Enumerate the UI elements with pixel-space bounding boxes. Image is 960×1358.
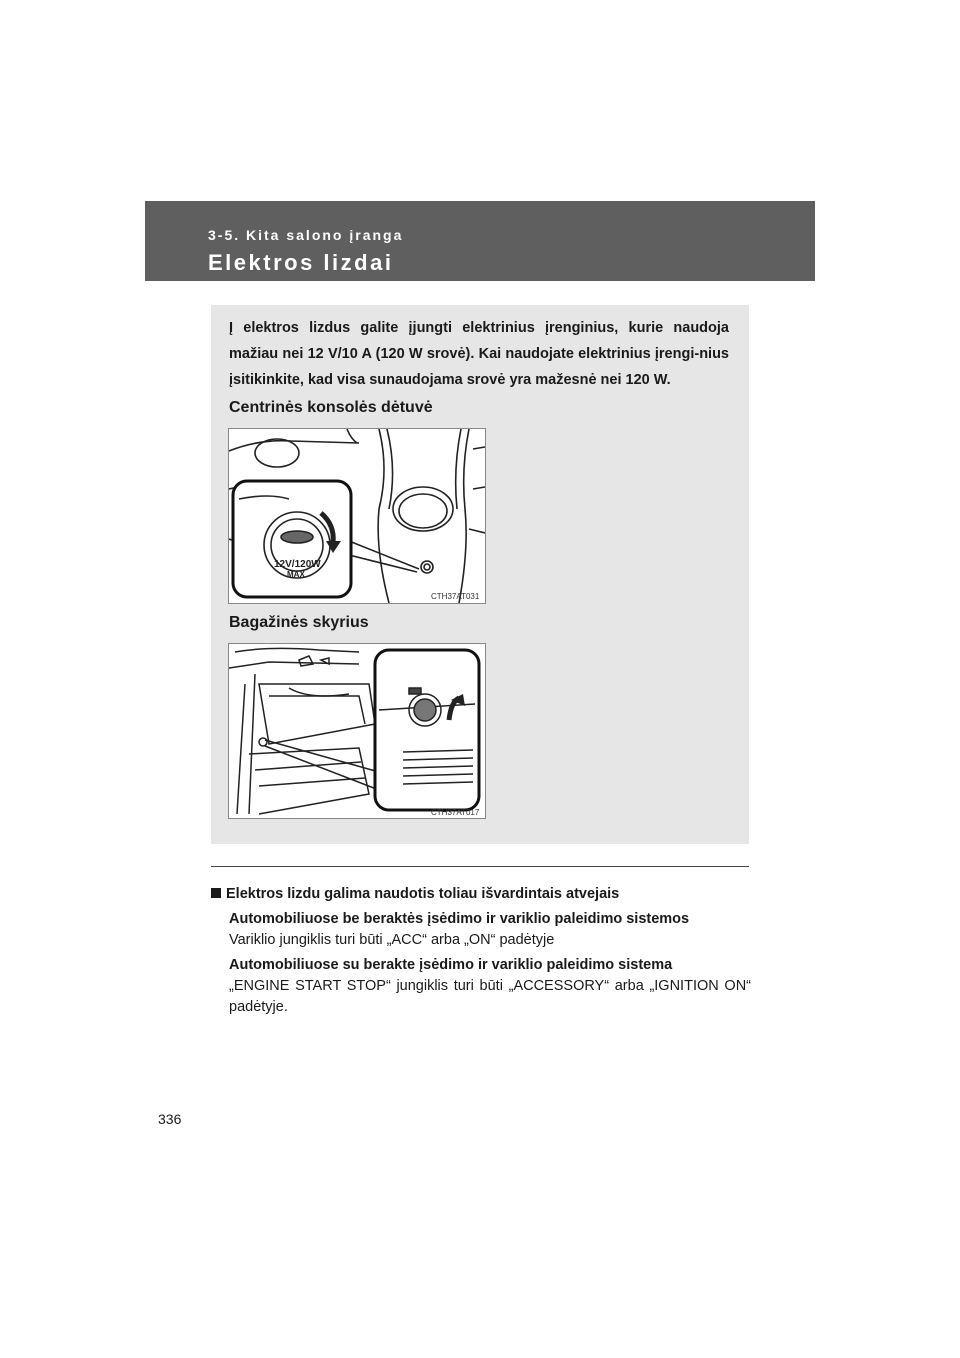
square-bullet-icon [211, 888, 221, 898]
section-header [145, 201, 815, 281]
usage-notes [211, 884, 751, 1018]
center-console-illustration [229, 429, 485, 603]
condition-text: Variklio jungiklis turi būti „ACC“ arba „ON“ padėtyje [229, 932, 555, 948]
condition-title: Automobiliuose su berakte įsėdimo ir variklio paleidimo sistema [229, 957, 673, 973]
figure-code: CTH37AT031 [431, 592, 480, 601]
condition-text: „ENGINE START STOP“ jungiklis turi būti „ACCESSORY“ arba „IGNITION ON“ padėtyje. [229, 978, 751, 1015]
luggage-figure [228, 643, 486, 819]
center-console-heading: Centrinės konsolės dėtuvė [229, 399, 433, 416]
luggage-heading: Bagažinės skyrius [229, 614, 369, 631]
condition-title: Automobiliuose be beraktės įsėdimo ir variklio paleidimo sistemos [229, 911, 690, 927]
notes-heading: Elektros lizdu galima naudotis toliau išvardintais atvejais [211, 884, 751, 905]
socket-rating-label: 12V/120W [274, 559, 321, 570]
section-divider [211, 866, 749, 867]
intro-text: Į elektros lizdus galite įjungti elektrinius įrenginius, kurie naudoja mažiau nei 12 V/10 A (120 W srovė). Kai naudojate elektrinius įrengi-nius įsitikinkite, kad visa sunaudojama srovė yra mažesnė nei 120 W. [229, 320, 729, 388]
luggage-illustration [229, 644, 485, 818]
section-label: 3-5. Kita salono įranga [208, 227, 404, 243]
center-console-figure [228, 428, 486, 604]
socket-max-label: MAX [287, 570, 305, 579]
page-number: 336 [158, 1111, 182, 1127]
page-title: Elektros lizdai [208, 250, 394, 275]
figure-code: CTH37AT017 [431, 808, 480, 817]
info-panel [211, 305, 749, 844]
